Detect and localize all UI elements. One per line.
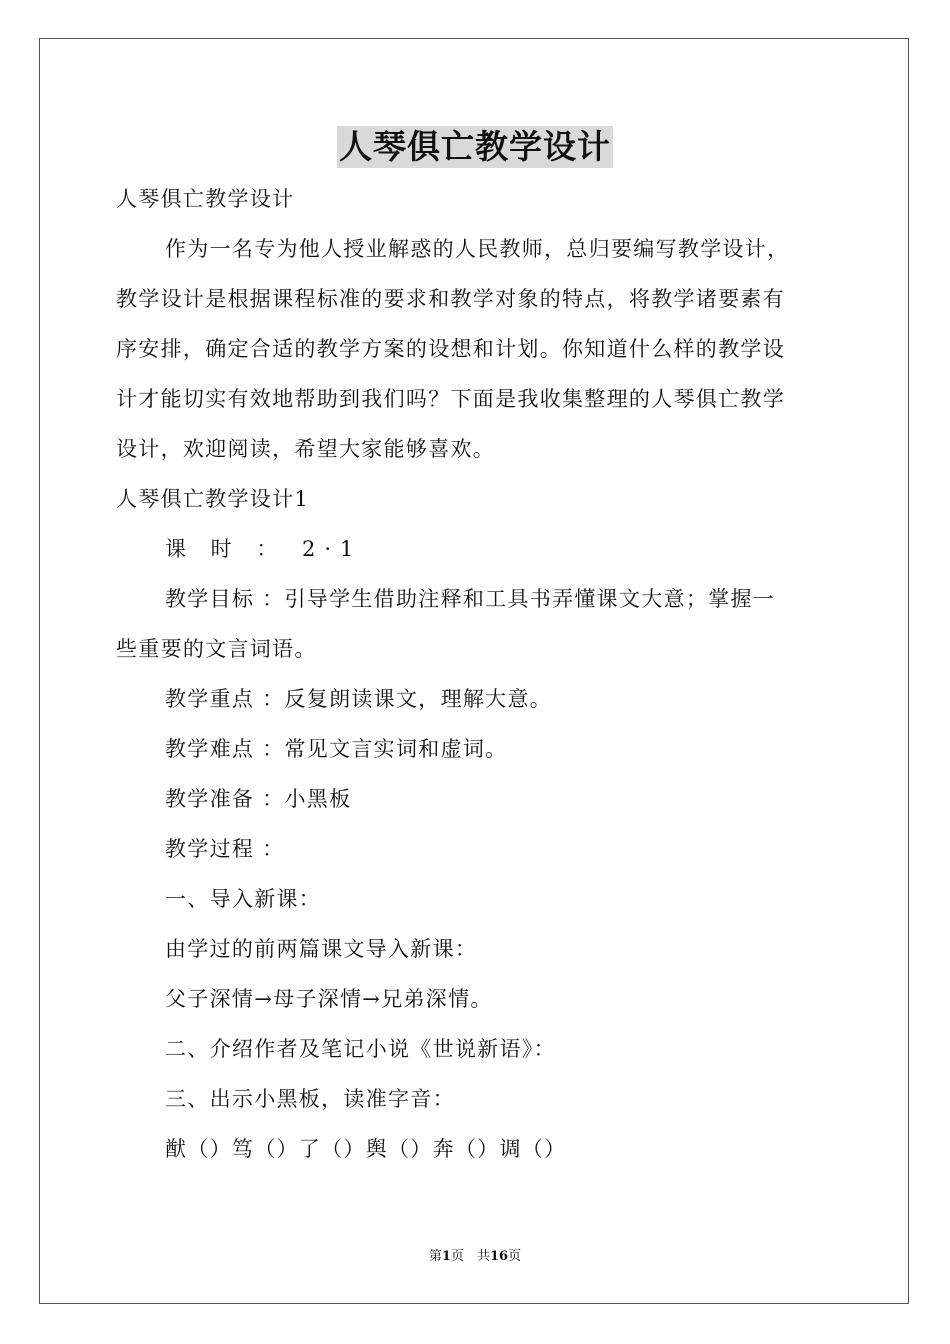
preparation: 教学准备 ：小黑板: [165, 787, 352, 811]
intro-line-1: 作为一名专为他人授业解惑的人民教师，总归要编写教学设计，: [165, 237, 790, 261]
step-3: 三、出示小黑板，读准字音：: [165, 1087, 455, 1111]
process-heading: 教学过程 ：: [165, 837, 285, 861]
intro-line-5: 设计，欢迎阅读，希望大家能够喜欢。: [116, 437, 496, 461]
page-border: [39, 38, 909, 1304]
section-heading: 人琴俱亡教学设计1: [116, 487, 310, 511]
key-point: 教学重点 ：反复朗读课文，理解大意。: [165, 687, 553, 711]
footer-suffix: 页: [508, 1249, 522, 1264]
footer-prefix: 第: [428, 1249, 442, 1264]
footer-middle: 页 共: [450, 1249, 490, 1264]
title-container: [0, 126, 950, 168]
intro-line-3: 序安排，确定合适的教学方案的设想和计划。你知道什么样的教学设: [116, 337, 785, 361]
objective-line-1: 教学目标 ：引导学生借助注释和工具书弄懂课文大意；掌握一: [165, 587, 776, 611]
pronunciation-list: 猷（）笃（）了（）舆（）奔（）调（）: [165, 1137, 567, 1161]
footer-page-number: 1: [441, 1249, 451, 1264]
step-1-chain: 父子深情→母子深情→兄弟深情。: [165, 987, 493, 1011]
step-1-detail: 由学过的前两篇课文导入新课：: [165, 937, 478, 961]
step-2: 二、介绍作者及笔记小说《世说新语》：: [165, 1037, 556, 1061]
intro-line-2: 教学设计是根据课程标准的要求和教学对象的特点，将教学诸要素有: [116, 287, 785, 311]
step-1: 一、导入新课：: [165, 887, 322, 911]
class-hours: 课 时 ： 2·1: [165, 537, 363, 561]
footer-total-pages: 16: [489, 1249, 509, 1264]
page-footer: [0, 1248, 950, 1266]
document-title: 人琴俱亡教学设计: [339, 127, 611, 166]
document-subtitle: 人琴俱亡教学设计: [116, 187, 295, 211]
intro-line-4: 计才能切实有效地帮助到我们吗？下面是我收集整理的人琴俱亡教学: [116, 387, 785, 411]
objective-line-2: 些重要的文言词语。: [116, 637, 317, 661]
difficulty: 教学难点 ：常见文言实词和虚词。: [165, 737, 508, 761]
